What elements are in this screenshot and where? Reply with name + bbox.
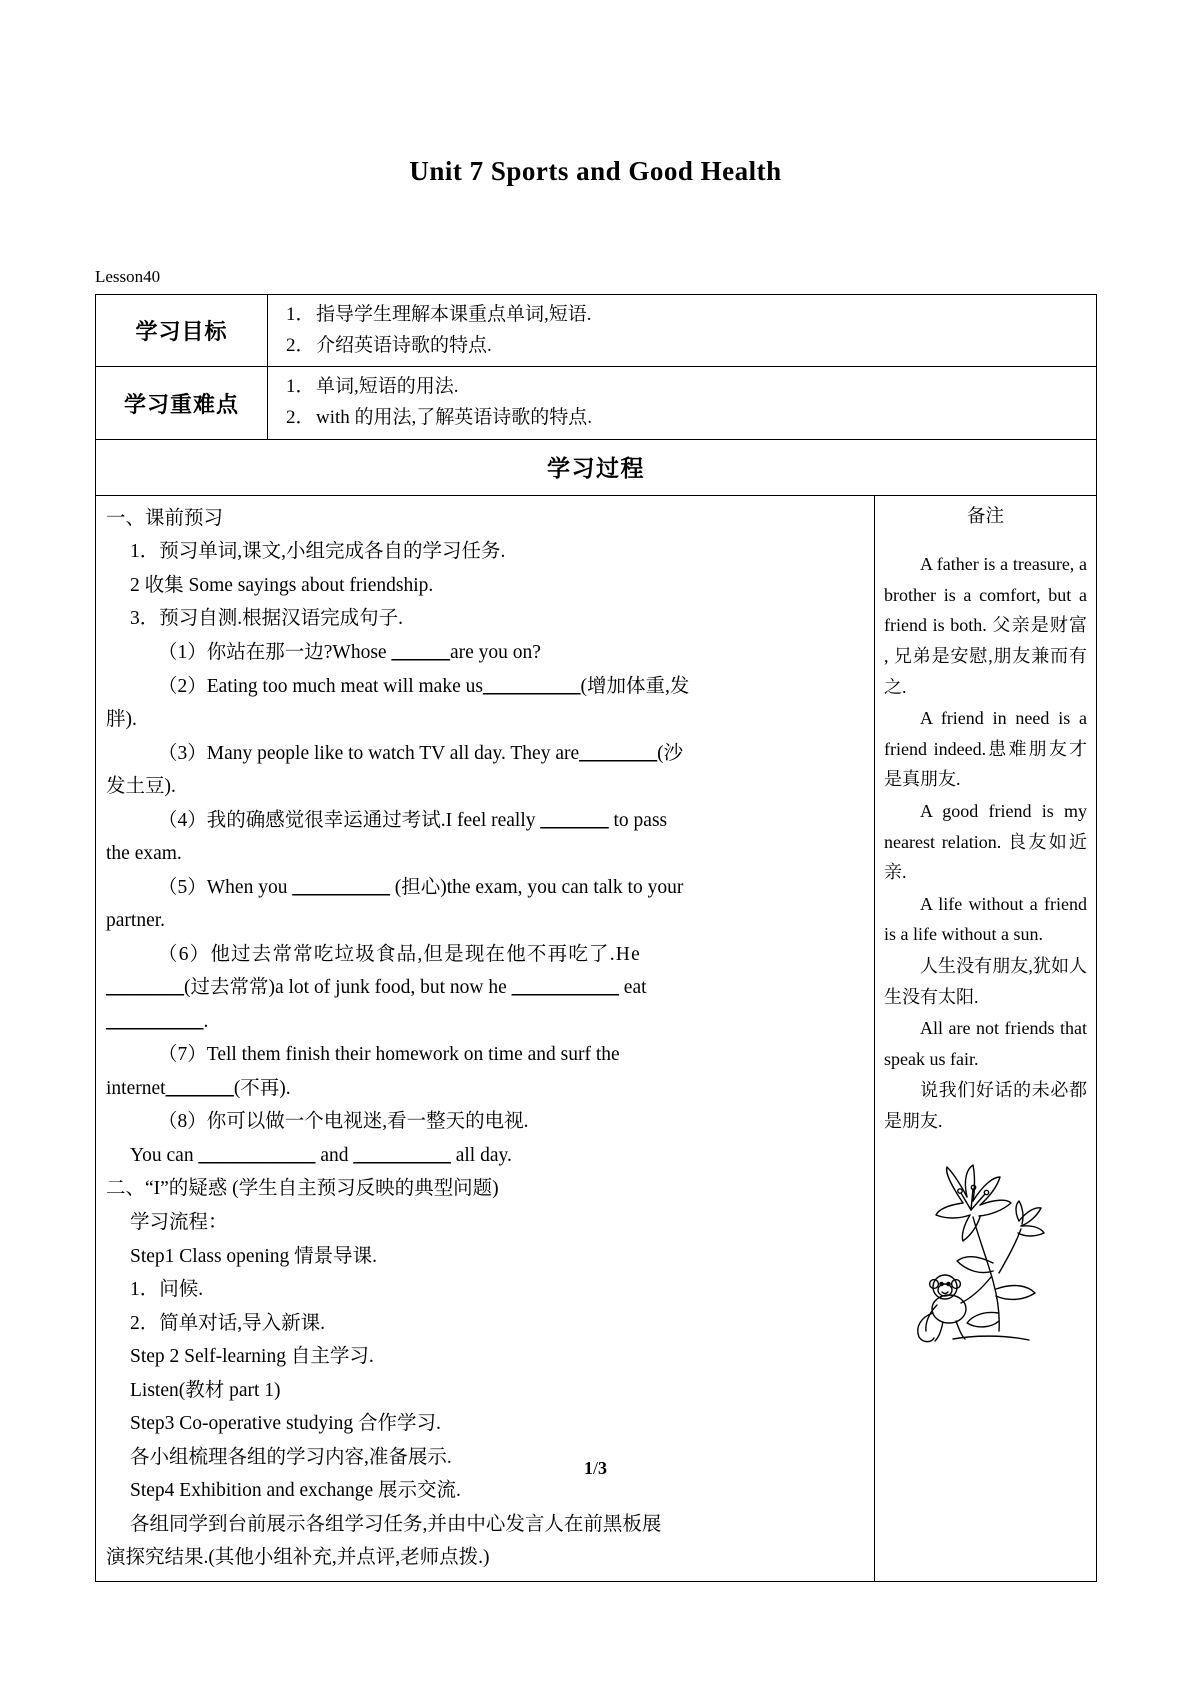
step-line: 各小组梳理各组的学习内容,准备展示.: [130, 1446, 452, 1468]
key-points-items: [268, 367, 1097, 440]
exercise-number: （4）: [158, 809, 207, 831]
table-row-objectives: [96, 294, 1097, 367]
exercise-text: Eating too much meat will make us: [206, 675, 483, 697]
exercise-text: Many people like to watch TV all day. They are: [206, 742, 580, 764]
exercise-number: （3）: [158, 742, 207, 764]
exercise-continuation: [106, 1005, 866, 1039]
item-number: 1．: [286, 376, 315, 398]
page-number-separator: /: [592, 1458, 598, 1478]
exercise-continuation: partner.: [106, 910, 166, 932]
answer-blank[interactable]: __________: [353, 1144, 451, 1166]
table-row-process-header: [96, 439, 1097, 495]
section-one-heading: 一、课前预习: [106, 507, 224, 529]
flow-label: 学习流程：: [130, 1212, 228, 1233]
step-line: Listen(教材 part 1): [130, 1379, 281, 1401]
answer-blank[interactable]: _______: [540, 809, 609, 831]
item-text: 介绍英语诗歌的特点.: [316, 334, 492, 356]
answer-blank[interactable]: ________: [106, 977, 184, 999]
answer-blank[interactable]: __________: [482, 675, 581, 697]
step-line: Step3 Co-operative studying 合作学习.: [130, 1413, 441, 1435]
exercise-number: （1）: [158, 641, 207, 663]
page-number-current: 1: [583, 1458, 593, 1478]
exercise-text: (过去常常)a lot of junk food, but now he: [184, 977, 512, 999]
exercise-continuation: 发土豆).: [106, 776, 176, 798]
exercise-text: (担心)the exam, you can talk to your: [389, 876, 684, 898]
illustration-container: [884, 1163, 1087, 1348]
answer-blank[interactable]: ____________: [198, 1144, 316, 1166]
list-item: [286, 403, 1086, 434]
exercise-text: You can: [130, 1144, 199, 1166]
item-text: with 的用法,了解英语诗歌的特点.: [316, 407, 593, 429]
page-number-total: 3: [598, 1458, 607, 1478]
exercise-number: （8）: [158, 1111, 207, 1133]
closing-line: 各组同学到台前展示各组学习任务,并由中心发言人在前黑板展: [130, 1513, 662, 1535]
exercise-text: Tell them finish their homework on time and surf the: [206, 1044, 620, 1066]
item-number: 2．: [286, 334, 315, 356]
exercise-number: （5）: [158, 876, 207, 898]
process-header: 学习过程: [96, 439, 1097, 495]
step-line: Step1 Class opening 情景导课.: [130, 1245, 377, 1267]
list-item: [286, 331, 1086, 362]
exercise-item-7: [106, 1038, 866, 1072]
step-line: 2．简单对话,导入新课.: [130, 1312, 326, 1334]
prep-item: 1．预习单词,课文,小组完成各自的学习任务.: [130, 541, 506, 563]
step-line: 1．问候.: [130, 1279, 204, 1301]
exercise-text: internet: [106, 1077, 166, 1099]
item-number: 2．: [286, 407, 315, 429]
answer-blank[interactable]: __________: [106, 1010, 204, 1032]
answer-blank[interactable]: ______: [391, 641, 450, 663]
exercise-continuation: [106, 1072, 866, 1106]
remarks-title: 备注: [967, 506, 1005, 527]
exercise-text: 你站在那一边?Whose: [206, 641, 392, 663]
exercise-text: 我的确感觉很幸运通过考试.I feel really: [206, 809, 541, 831]
remark-paragraph: A good friend is my nearest relation. 良友如近亲.: [884, 801, 1088, 883]
exercise-text: and: [315, 1144, 354, 1166]
exercise-text: (沙: [657, 742, 684, 764]
answer-blank[interactable]: ___________: [511, 977, 619, 999]
exercise-item-2: [106, 670, 866, 704]
item-number: 1．: [286, 303, 315, 325]
exercise-item-6: [106, 938, 866, 972]
closing-line: 演探究结果.(其他小组补充,并点评,老师点拨.): [106, 1547, 490, 1569]
exercise-continuation: the exam.: [106, 843, 182, 865]
exercise-item-3: [106, 737, 866, 771]
exercise-continuation: 胖).: [106, 709, 137, 731]
objectives-items: [268, 294, 1097, 367]
exercise-item-4: [106, 804, 866, 838]
exercise-number: （6）: [158, 943, 211, 965]
exercise-item-5: [106, 871, 866, 905]
prep-item: 3．预习自测.根据汉语完成句子.: [130, 608, 404, 630]
answer-blank[interactable]: _______: [165, 1077, 234, 1099]
exercise-text: all day.: [450, 1144, 512, 1166]
exercise-text: (不再).: [233, 1077, 291, 1099]
item-text: 单词,短语的用法.: [316, 376, 459, 398]
exercise-text: .: [203, 1010, 209, 1032]
remark-paragraph: 说我们好话的未必都是朋友.: [884, 1080, 1088, 1131]
exercise-continuation: [106, 1139, 866, 1173]
exercise-number: （2）: [158, 675, 207, 697]
prep-item: 2 收集 Some sayings about friendship.: [130, 574, 434, 596]
flower-and-monkey-line-drawing-icon: [901, 1163, 1071, 1348]
remark-paragraph: 人生没有朋友,犹如人生没有太阳.: [884, 956, 1088, 1007]
list-item: [286, 300, 1086, 331]
lesson-plan-table: [95, 294, 1097, 1582]
answer-blank[interactable]: __________: [292, 876, 390, 898]
exercise-item-8: [106, 1105, 866, 1139]
step-line: Step4 Exhibition and exchange 展示交流.: [130, 1480, 461, 1502]
objectives-label: 学习目标: [96, 294, 268, 367]
exercise-item-1: [106, 636, 866, 670]
remarks-cell: [875, 495, 1097, 1581]
exercise-number: （7）: [158, 1044, 207, 1066]
exercise-text: 你可以做一个电视迷,看一整天的电视.: [206, 1111, 529, 1133]
remark-paragraph: A father is a treasure, a brother is a comfort, but a friend is both. 父亲是财富 , 兄弟是安慰,朋友兼而有之.: [884, 554, 1088, 697]
key-points-label: 学习重难点: [96, 367, 268, 440]
exercise-text: are you on?: [449, 641, 541, 663]
exercise-continuation: [106, 971, 866, 1005]
exercise-text: When you: [206, 876, 293, 898]
page-number: [0, 1458, 1191, 1479]
exercise-text: eat: [618, 977, 647, 999]
remark-paragraph: All are not friends that speak us fair.: [884, 1018, 1088, 1069]
page-title: Unit 7 Sports and Good Health: [409, 156, 782, 186]
list-item: [286, 372, 1086, 403]
table-row-key-points: [96, 367, 1097, 440]
lesson-label: Lesson40: [95, 267, 161, 287]
exercise-text: (增加体重,发: [580, 675, 690, 697]
exercise-text: 他过去常常吃垃圾食品,但是现在他不再吃了.He: [210, 943, 641, 965]
table-row-body: [96, 495, 1097, 1581]
answer-blank[interactable]: ________: [579, 742, 658, 764]
remark-paragraph: A life without a friend is a life without a sun.: [884, 893, 1088, 945]
item-text: 指导学生理解本课重点单词,短语.: [316, 303, 592, 325]
main-content-cell: [96, 495, 875, 1581]
exercise-text: to pass: [608, 809, 668, 831]
step-line: Step 2 Self-learning 自主学习.: [130, 1346, 374, 1368]
section-two-heading: 二、“I”的疑惑 (学生自主预习反映的典型问题): [106, 1178, 499, 1200]
remark-paragraph: A friend in need is a friend indeed.患难朋友才是真朋友.: [884, 708, 1088, 790]
